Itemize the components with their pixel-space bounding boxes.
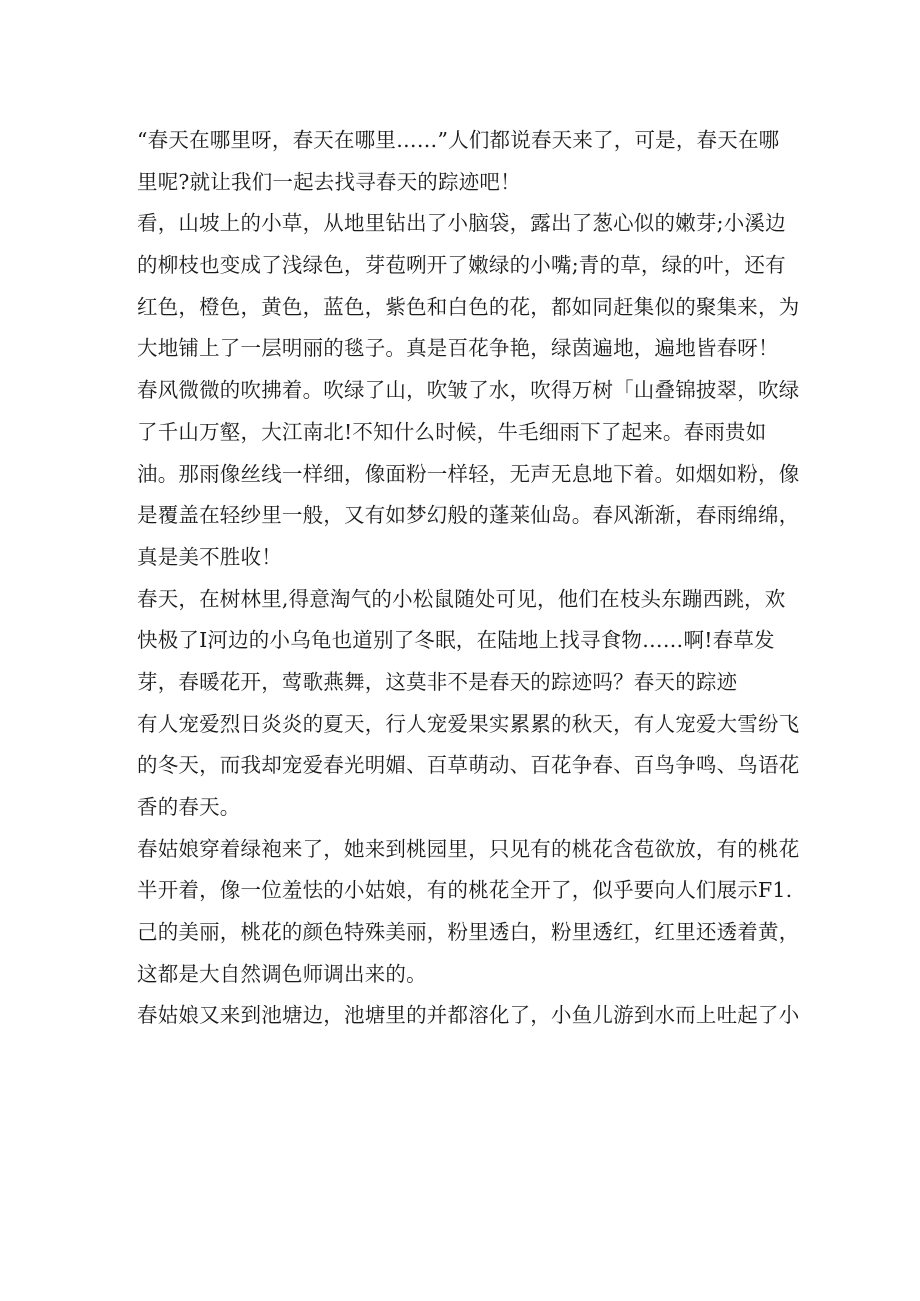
text-line: 春姑娘又来到池塘边，池塘里的并都溶化了，小鱼儿游到水而上吐起了小 <box>137 1003 800 1028</box>
text-line: 真是美不胜收！ <box>137 544 282 569</box>
text-line: 这都是大自然调色师调出来的。 <box>137 961 427 986</box>
article-body <box>137 120 800 1037</box>
text-line: 是覆盖在轻纱里一般，又有如梦幻般的蓬莱仙岛。春风渐渐，春雨绵绵， <box>137 503 800 528</box>
text-line: 里呢?就让我们一起去找寻春天的踪迹吧！ <box>137 169 521 194</box>
text-line: 半开着，像一位羞怯的小姑娘，有的桃花全开了，似乎要向人们展示F1. <box>137 878 793 903</box>
text-line: “春天在哪里呀，春天在哪里……”人们都说春天来了，可是，春天在哪 <box>137 128 780 152</box>
text-line: 香的春天。 <box>137 795 241 819</box>
text-line: 了千山万壑，大江南北!不知什么时候，牛毛细雨下了起来。春雨贵如 <box>137 419 767 444</box>
text-line: 芽，春暖花开，莺歌燕舞，这莫非不是春天的踪迹吗？春天的踪迹 <box>137 669 738 694</box>
text-line: 油。那雨像丝线一样细，像面粉一样轻，无声无息地下着。如烟如粉，像 <box>137 461 800 486</box>
text-line: 大地铺上了一层明丽的毯子。真是百花争艳，绿茵遍地，遍地皆春呀！ <box>137 336 779 361</box>
text-line: 快极了I河边的小乌龟也道别了冬眠，在陆地上找寻食物……啊!春草发 <box>137 628 775 653</box>
text-line: 春天，在树林里,得意淘气的小松鼠随处可见，他们在枝头东蹦西跳，欢 <box>137 586 786 611</box>
text-line: 己的美丽，桃花的颜色特殊美丽，粉里透白，粉里透红，红里还透着黄， <box>137 920 800 945</box>
text-line: 春风微微的吹拂着。吹绿了山，吹皱了水，吹得万树「山叠锦披翠，吹绿 <box>137 378 800 403</box>
text-line: 的柳枝也变成了浅绿色，芽苞咧开了嫩绿的小嘴;青的草，绿的叶，还有 <box>137 253 786 278</box>
text-line: 有人宠爱烈日炎炎的夏天，行人宠爱果实累累的秋天，有人宠爱大雪纷飞 <box>137 711 800 736</box>
text-line: 看，山坡上的小草，从地里钻出了小脑袋，露出了葱心似的嫩芽;小溪边 <box>137 211 786 236</box>
text-line: 春姑娘穿着绿袍来了，她来到桃园里，只见有的桃花含苞欲放，有的桃花 <box>137 836 800 861</box>
text-line: 的冬天，而我却宠爱春光明媚、百草萌动、百花争春、百鸟争鸣、鸟语花 <box>137 753 800 778</box>
text-line: 红色，橙色，黄色，蓝色，紫色和白色的花，都如同赶集似的聚集来，为 <box>137 294 800 319</box>
